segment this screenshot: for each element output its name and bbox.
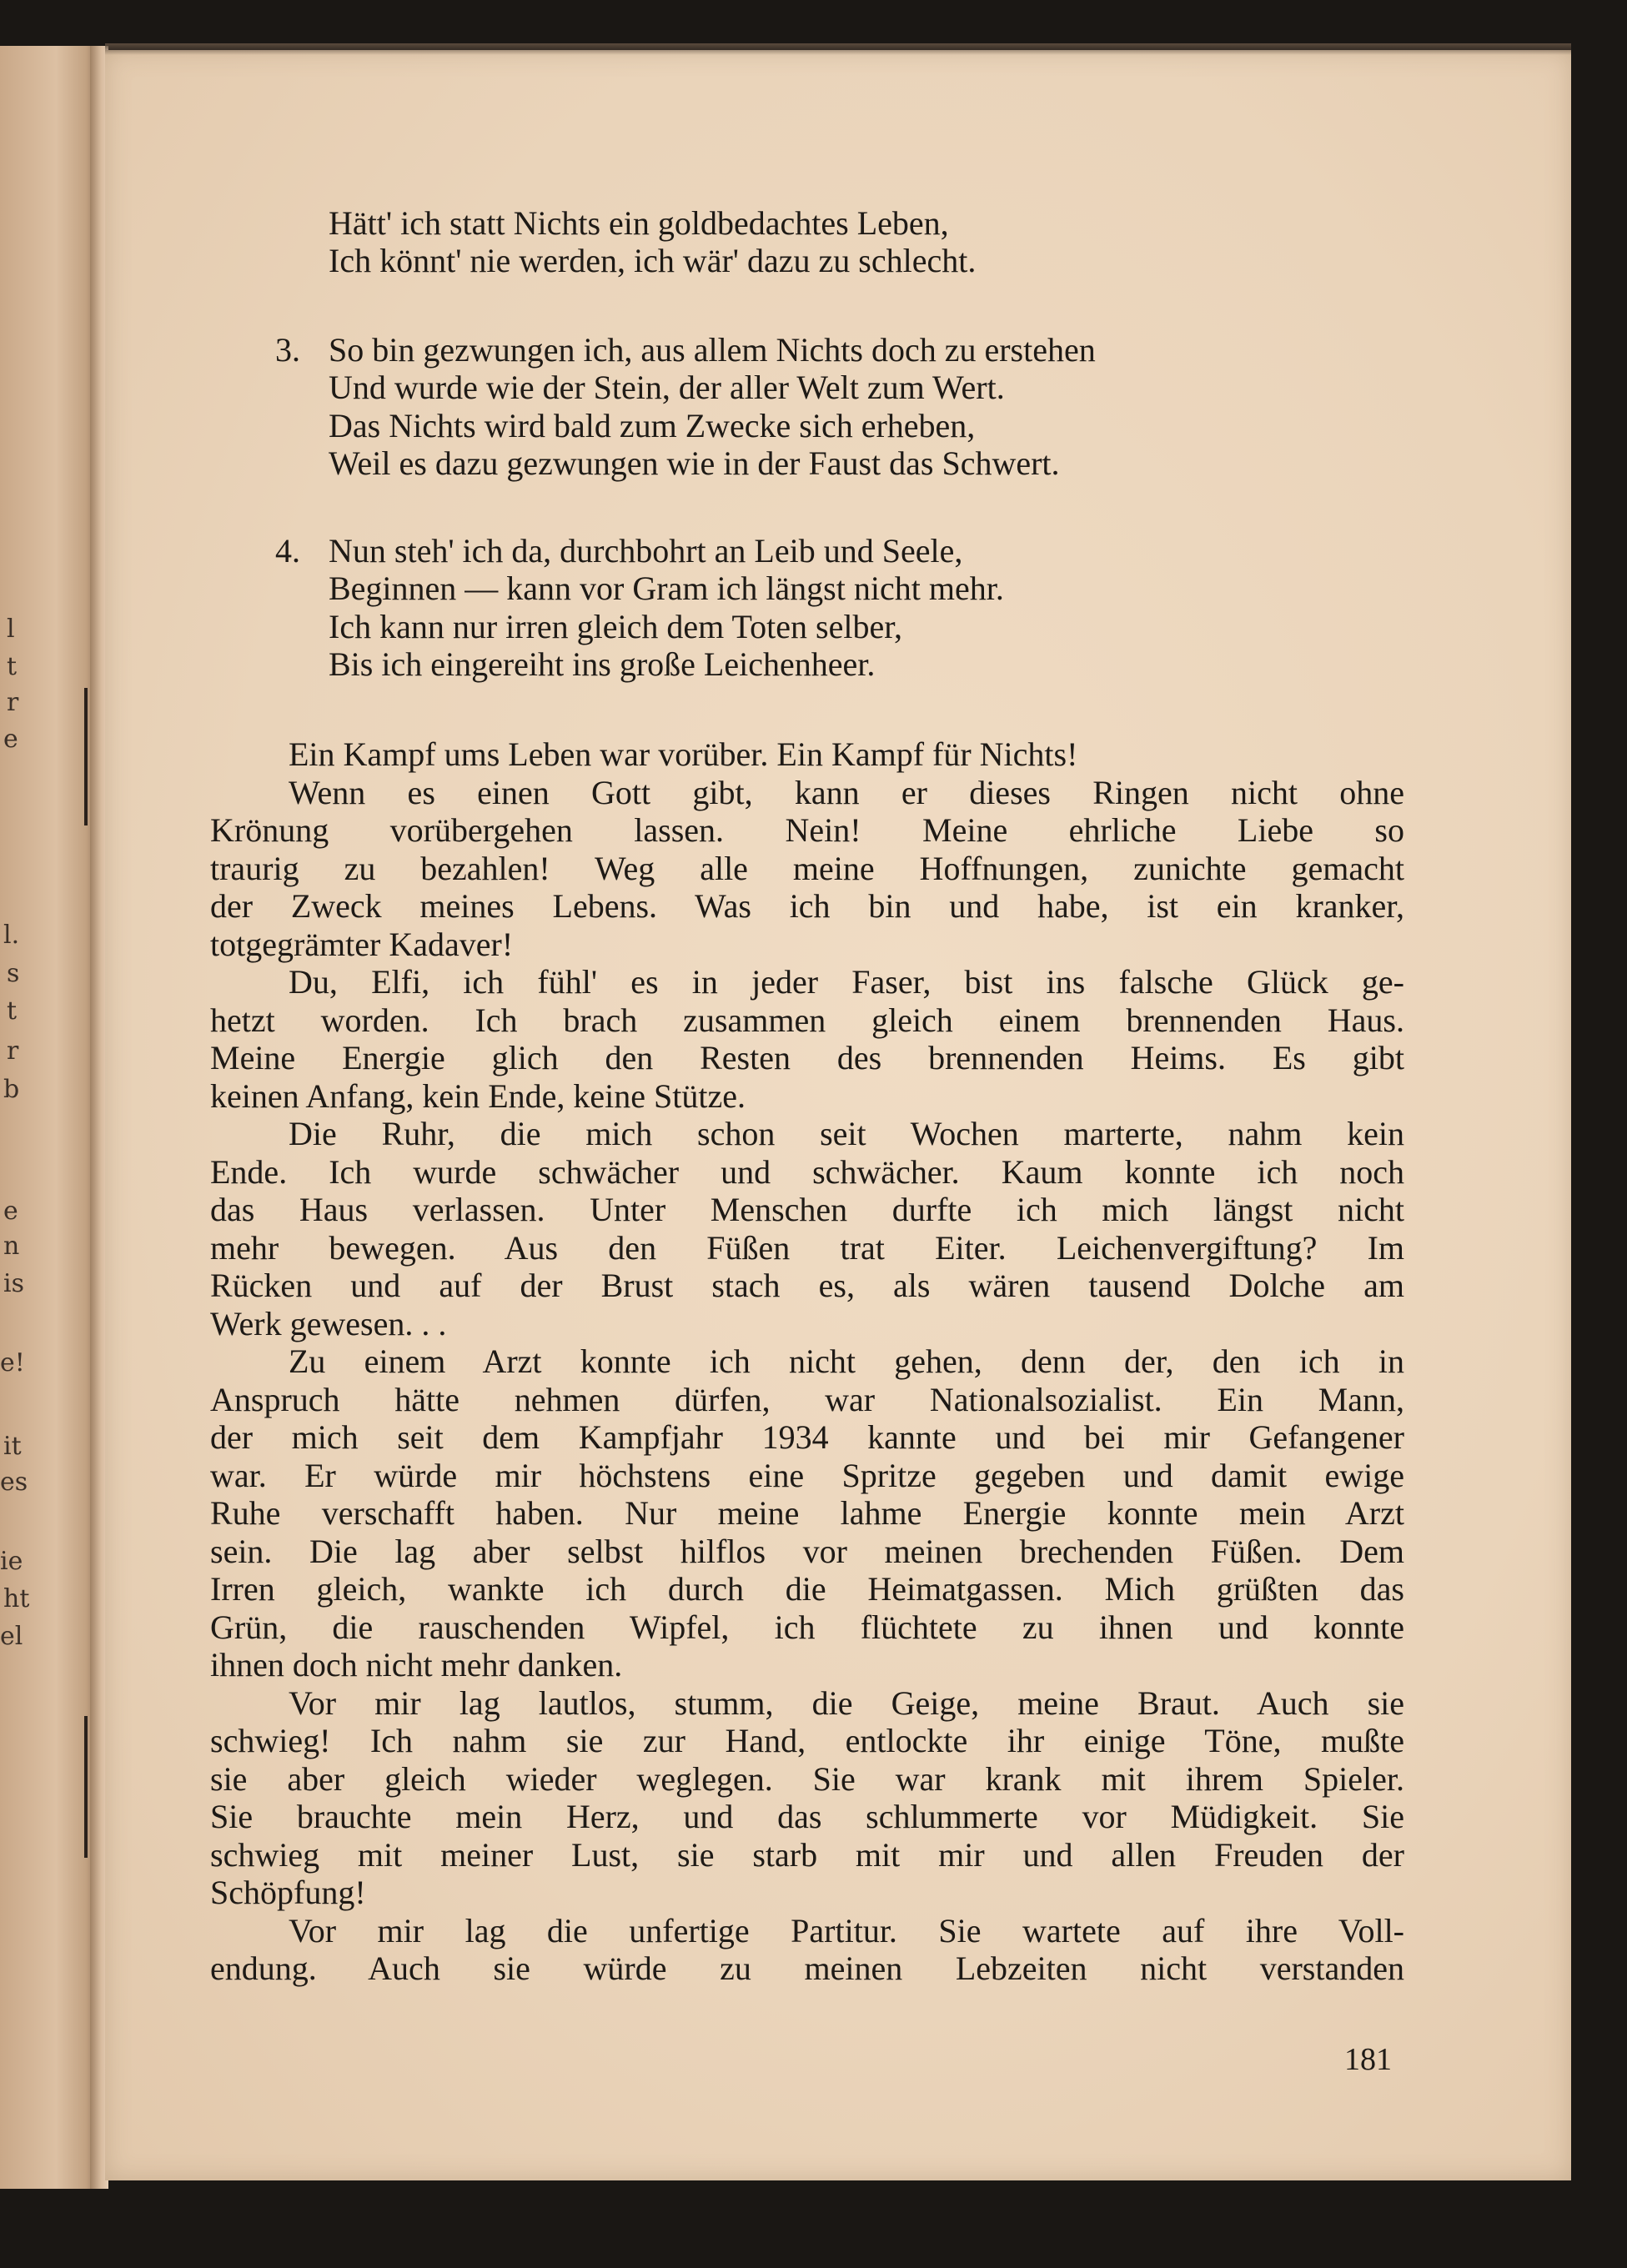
prose-line: traurig zu bezahlen! Weg alle meine Hoffnungen, zunichte gemacht — [210, 849, 1404, 887]
left-page-fragment: n — [3, 1232, 20, 1261]
left-page-margin-rule — [84, 1716, 88, 1858]
left-page-fragment: e! — [0, 1348, 25, 1377]
prose-line: schwieg mit meiner Lust, sie starb mit mir und allen Freuden der — [210, 1835, 1404, 1874]
left-page-fragment: es — [0, 1468, 28, 1497]
prose-line: Anspruch hätte nehmen dürfen, war Nationalsozialist. Ein Mann, — [210, 1380, 1404, 1418]
prose-line: Werk gewesen. . . — [210, 1304, 447, 1342]
prose-line: Meine Energie glich den Resten des brennenden Heims. Es gibt — [210, 1039, 1404, 1076]
prose-line: Vor mir lag die unfertige Partitur. Sie wartete auf ihre Voll- — [289, 1911, 1404, 1949]
prose-line: hetzt worden. Ich brach zusammen gleich einem brennenden Haus. — [210, 1001, 1404, 1039]
left-page-fragment: ht — [3, 1584, 30, 1613]
prose-line: das Haus verlassen. Unter Menschen durfte ich mich längst nicht — [210, 1191, 1404, 1228]
prose-line: der Zweck meines Lebens. Was ich bin und habe, ist ein kranker, — [210, 887, 1404, 925]
prose-line: Wenn es einen Gott gibt, kann er dieses Ringen nicht ohne — [289, 773, 1404, 811]
left-page-fragment: l — [7, 615, 15, 644]
stanza-number: 3. — [275, 331, 300, 369]
poem-line: Beginnen — kann vor Gram ich längst nicht mehr. — [329, 570, 1004, 607]
prose-line: mehr bewegen. Aus den Füßen trat Eiter. Leichenvergiftung? Im — [210, 1228, 1404, 1267]
left-page-fragment: l. — [3, 921, 20, 950]
prose-line: keinen Anfang, kein Ende, keine Stütze. — [210, 1076, 746, 1115]
page-number: 181 — [1344, 2042, 1392, 2077]
left-page-edge — [0, 46, 93, 2189]
prose-line: Zu einem Arzt konnte ich nicht gehen, denn der, den ich in — [289, 1342, 1404, 1380]
left-page-fragment: t — [7, 996, 18, 1026]
prose-line: Vor mir lag lautlos, stumm, die Geige, meine Braut. Auch sie — [289, 1683, 1404, 1722]
left-page-fragment: ie — [0, 1547, 23, 1576]
left-page-fragment: b — [3, 1075, 20, 1104]
prose-line: der mich seit dem Kampfjahr 1934 kannte und bei mir Gefangener — [210, 1418, 1404, 1456]
prose-line: ihnen doch nicht mehr danken. — [210, 1646, 623, 1683]
left-page-fragment: e — [3, 725, 18, 754]
prose-line: Ruhe verschafft haben. Nur meine lahme Energie konnte mein Arzt — [210, 1494, 1404, 1532]
left-page-fragment: is — [3, 1269, 24, 1298]
prose-body — [210, 735, 1404, 1988]
prose-line: war. Er würde mir höchstens eine Spritze gegeben und damit ewige — [210, 1456, 1404, 1494]
left-page-fragment: r — [7, 1036, 19, 1066]
poem-line: Nun steh' ich da, durchbohrt an Leib und Seele, — [329, 532, 963, 570]
stanza-number: 4. — [275, 532, 300, 570]
prose-line: Du, Elfi, ich fühl' es in jeder Faser, bist ins falsche Glück ge- — [289, 963, 1404, 1001]
prose-line: sein. Die lag aber selbst hilflos vor meinen brechenden Füßen. Dem — [210, 1532, 1404, 1570]
prose-line: Schöpfung! — [210, 1874, 366, 1911]
poem-line: Ich könnt' nie werden, ich wär' dazu zu schlecht. — [329, 242, 977, 279]
page-top-shadow — [105, 43, 1571, 55]
left-page-fragment: el — [0, 1622, 23, 1651]
left-page-fragment: s — [7, 959, 20, 988]
prose-line: Sie brauchte mein Herz, und das schlummerte vor Müdigkeit. Sie — [210, 1798, 1404, 1835]
prose-line: Die Ruhr, die mich schon seit Wochen marterte, nahm kein — [289, 1115, 1404, 1152]
poem-line: Bis ich eingereiht ins große Leichenheer. — [329, 645, 876, 683]
prose-line: sie aber gleich wieder weglegen. Sie war krank mit ihrem Spieler. — [210, 1759, 1404, 1798]
left-page-fragment: it — [3, 1432, 22, 1461]
poem-line: Und wurde wie der Stein, der aller Welt zum Wert. — [329, 369, 1005, 406]
poem-line: Ich kann nur irren gleich dem Toten selber, — [329, 608, 902, 645]
prose-line: Krönung vorübergehen lassen. Nein! Meine ehrliche Liebe so — [210, 811, 1404, 849]
left-page-fragment: e — [3, 1197, 18, 1226]
poem-line: Das Nichts wird bald zum Zwecke sich erheben, — [329, 407, 976, 444]
prose-line: totgegrämter Kadaver! — [210, 925, 514, 963]
prose-line: Ende. Ich wurde schwächer und schwächer. Kaum konnte ich noch — [210, 1152, 1404, 1191]
prose-line: Irren gleich, wankte ich durch die Heimatgassen. Mich grüßten das — [210, 1570, 1404, 1608]
prose-line: Grün, die rauschenden Wipfel, ich flüchtete zu ihnen und konnte — [210, 1608, 1404, 1646]
prose-line: Ein Kampf ums Leben war vorüber. Ein Kampf für Nichts! — [289, 735, 1078, 773]
poem-line: Weil es dazu gezwungen wie in der Faust das Schwert. — [329, 444, 1060, 482]
prose-line: endung. Auch sie würde zu meinen Lebzeiten nicht verstanden — [210, 1949, 1404, 1987]
left-page-fragment: t — [7, 652, 18, 681]
poem-line: Hätt' ich statt Nichts ein goldbedachtes Leben, — [329, 204, 949, 242]
prose-line: schwieg! Ich nahm sie zur Hand, entlockte ihr einige Töne, mußte — [210, 1722, 1404, 1759]
left-page-fragment: r — [7, 688, 19, 717]
prose-line: Rücken und auf der Brust stach es, als wären tausend Dolche am — [210, 1267, 1404, 1304]
left-page-margin-rule — [84, 688, 88, 825]
poem-line: So bin gezwungen ich, aus allem Nichts doch zu erstehen — [329, 331, 1096, 369]
